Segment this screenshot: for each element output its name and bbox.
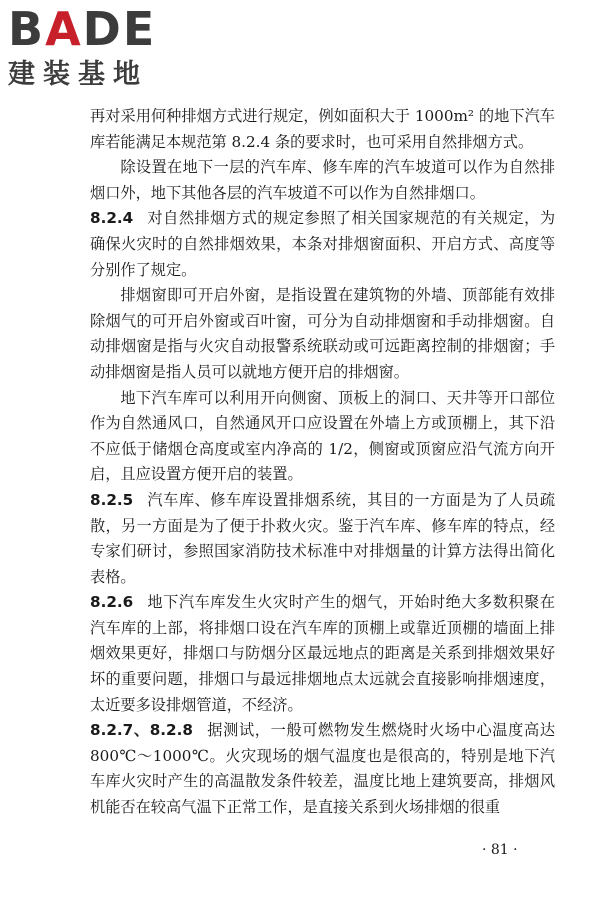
clause-8-2-6: 8.2.6 地下汽车库发生火灾时产生的烟气，开始时绝大多数积聚在汽车库的上部，将排烟口设在汽车库的顶棚上或靠近顶棚的墙面上排烟效果更好，排烟口与防烟分区最远地点的距离是关系到排烟效果好坏的重要问题，排烟口与最远排烟地点太远就会直接影响排烟速度，太近要多设排烟管道，不经济。: [90, 593, 555, 714]
logo-subtitle: 建装基地: [8, 59, 148, 90]
clause-8-2-4: 8.2.4 对自然排烟方式的规定参照了相关国家规范的有关规定，为确保火灾时的自然排烟效果，本条对排烟窗面积、开启方式、高度等分别作了规定。: [90, 209, 555, 279]
clause-number: 8.2.5: [90, 490, 134, 509]
paragraph-ventilation-opening: 地下汽车库可以利用开向侧窗、顶板上的洞口、天井等开口部位作为自然通风口，自然通风开口应设置在外墙上方或顶棚上，其下沿不应低于储烟仓高度或室内净高的 1/2，侧窗或顶窗应沿气流方向开启，且应设置方便开启的装置。: [90, 388, 555, 484]
paragraph-smoke-window: 排烟窗即可开启外窗，是指设置在建筑物的外墙、顶部能有效排除烟气的可开启外窗或百叶窗，可分为自动排烟窗和手动排烟窗。自动排烟窗是指与火灾自动报警系统联动或可远距离控制的排烟窗；手动排烟窗是指人员可以就地方便开启的排烟窗。: [90, 286, 555, 381]
clause-8-2-5: 8.2.5 汽车库、修车库设置排烟系统，其目的一方面是为了人员疏散，另一方面是为了便于扑救火灾。鉴于汽车库、修车库的特点，经专家们研讨，参照国家消防技术标准中对排烟量的计算方法得出简化表格。: [90, 490, 555, 586]
logo-wordmark: BADE: [8, 2, 157, 56]
bade-logo: [8, 2, 178, 90]
paragraph-ramp-exhaust: 除设置在地下一层的汽车库、修车库的汽车坡道可以作为自然排烟口外，地下其他各层的汽车坡道不可以作为自然排烟口。: [90, 158, 555, 202]
clause-number: 8.2.6: [90, 593, 134, 612]
clause-number: 8.2.7、8.2.8: [90, 721, 193, 740]
paragraph-continuation: 再对采用何种排烟方式进行规定，例如面积大于 1000m² 的地下汽车库若能满足本规范第 8.2.4 条的要求时，也可采用自然排烟方式。: [90, 107, 555, 151]
document-body: [90, 104, 555, 821]
clause-8-2-7-8: 8.2.7、8.2.8 据测试，一般可燃物发生燃烧时火场中心温度高达 800℃～1000℃。火灾现场的烟气温度也是很高的，特别是地下汽车库火灾时产生的高温散发条件较差，温度比地上建筑要高，排烟风机能否在较高气温下正常工作，是直接关系到火场排烟的很重: [90, 721, 556, 817]
clause-number: 8.2.4: [90, 209, 134, 228]
page-number: · 81 ·: [482, 842, 518, 858]
